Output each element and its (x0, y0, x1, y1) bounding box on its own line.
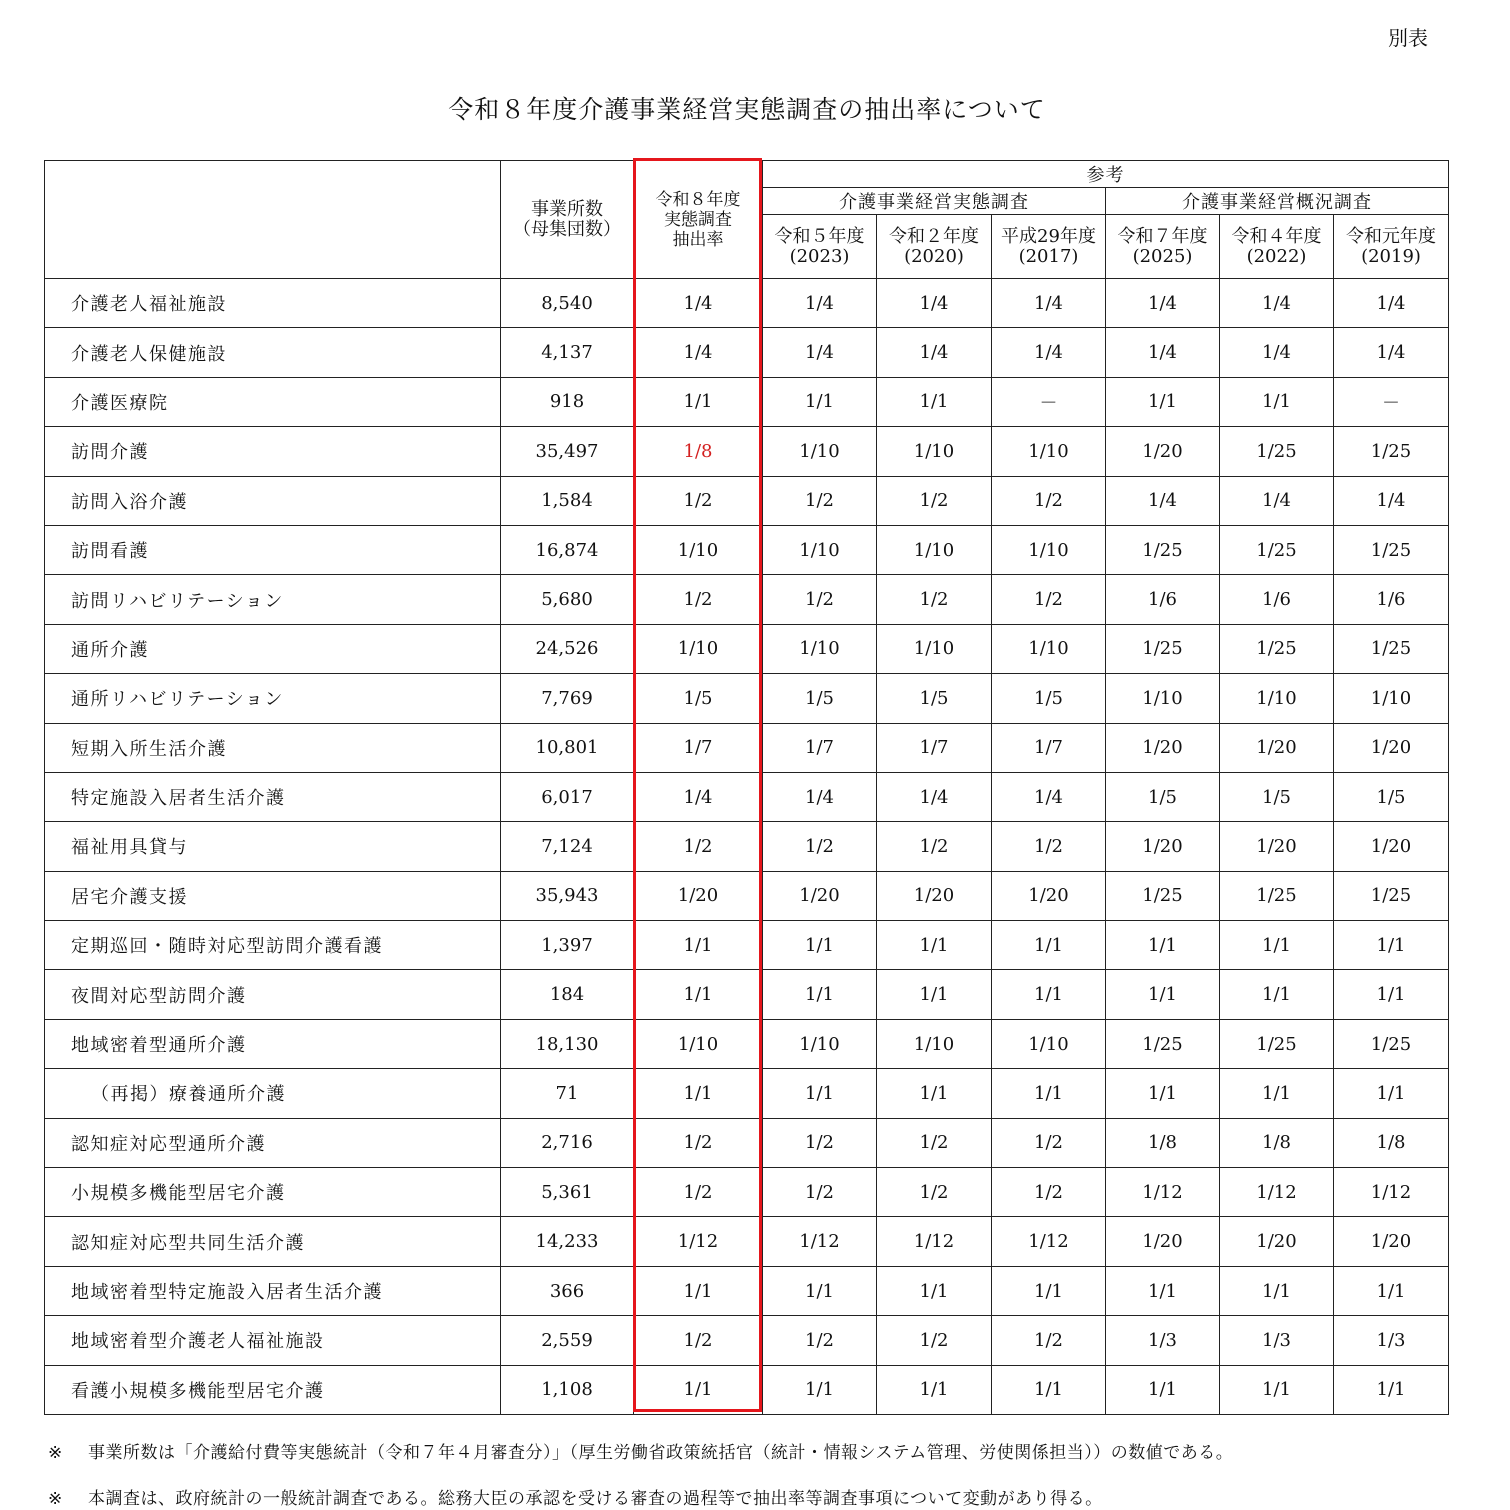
reference-rate: 1/1 (877, 1365, 992, 1414)
reference-rate: 1/1 (1220, 1069, 1334, 1118)
reference-rate: 1/1 (1220, 1266, 1334, 1315)
target-rate: 1/2 (634, 575, 763, 624)
reference-rate: 1/10 (992, 624, 1106, 673)
office-count: 16,874 (501, 525, 634, 574)
reference-rate: 1/25 (1220, 427, 1334, 476)
reference-rate: 1/2 (763, 575, 877, 624)
table-row (45, 1365, 1449, 1414)
reference-rate: 1/2 (992, 1316, 1106, 1365)
service-name: 短期入所生活介護 (45, 723, 501, 772)
reference-rate: 1/5 (1106, 772, 1220, 821)
table-row (45, 970, 1449, 1019)
target-rate: 1/1 (634, 1365, 763, 1414)
reference-rate: 1/4 (763, 328, 877, 377)
reference-rate: 1/25 (1334, 525, 1449, 574)
target-rate: 1/2 (634, 822, 763, 871)
service-name: 訪問介護 (45, 427, 501, 476)
reference-rate: 1/20 (1106, 427, 1220, 476)
table-row (45, 871, 1449, 920)
reference-rate: 1/1 (1334, 970, 1449, 1019)
reference-rate: 1/7 (992, 723, 1106, 772)
reference-rate: 1/1 (992, 1365, 1106, 1414)
reference-rate: 1/25 (1106, 624, 1220, 673)
header-target-rate (634, 161, 763, 279)
reference-rate: 1/25 (1220, 624, 1334, 673)
service-name: 福祉用具貸与 (45, 822, 501, 871)
header-year-label: 令和元年度 (1346, 225, 1436, 247)
reference-rate: 1/2 (877, 1316, 992, 1365)
reference-rate: 1/20 (1106, 1217, 1220, 1266)
table-row (45, 476, 1449, 525)
service-name: 訪問入浴介護 (45, 476, 501, 525)
header-target-line3: 抽出率 (672, 229, 724, 250)
reference-rate: 1/4 (1334, 328, 1449, 377)
header-target-line1: 令和８年度 (655, 189, 741, 210)
reference-rate: 1/1 (1106, 1069, 1220, 1118)
service-name: 地域密着型介護老人福祉施設 (45, 1316, 501, 1365)
reference-rate: 1/4 (1106, 279, 1220, 328)
reference-rate: 1/2 (763, 1168, 877, 1217)
reference-rate: 1/4 (763, 772, 877, 821)
service-name: 地域密着型通所介護 (45, 1019, 501, 1068)
reference-rate: 1/3 (1106, 1316, 1220, 1365)
annex-label: 別表 (1388, 26, 1428, 50)
service-name: 認知症対応型共同生活介護 (45, 1217, 501, 1266)
table-row (45, 427, 1449, 476)
reference-rate: 1/10 (763, 1019, 877, 1068)
table-row (45, 377, 1449, 426)
reference-rate: 1/10 (992, 1019, 1106, 1068)
reference-rate: 1/2 (992, 1118, 1106, 1167)
reference-rate: 1/6 (1220, 575, 1334, 624)
target-rate: 1/1 (634, 1266, 763, 1315)
reference-rate: 1/10 (1106, 674, 1220, 723)
reference-rate: 1/2 (877, 575, 992, 624)
reference-rate: 1/25 (1220, 1019, 1334, 1068)
reference-rate: 1/5 (877, 674, 992, 723)
reference-rate: 1/2 (992, 575, 1106, 624)
target-rate: 1/4 (634, 328, 763, 377)
reference-rate: 1/10 (1334, 674, 1449, 723)
table-row (45, 279, 1449, 328)
reference-rate: 1/4 (992, 279, 1106, 328)
reference-rate: 1/4 (992, 328, 1106, 377)
table-row (45, 822, 1449, 871)
reference-rate: 1/2 (763, 1316, 877, 1365)
reference-rate: 1/1 (1334, 1069, 1449, 1118)
reference-rate: 1/1 (877, 1266, 992, 1315)
target-rate: 1/10 (634, 1019, 763, 1068)
office-count: 35,943 (501, 871, 634, 920)
reference-rate: 1/7 (763, 723, 877, 772)
reference-rate: 1/12 (1220, 1168, 1334, 1217)
reference-rate: 1/10 (877, 1019, 992, 1068)
reference-rate: 1/1 (1106, 377, 1220, 426)
reference-rate: 1/1 (763, 1365, 877, 1414)
reference-rate: 1/4 (992, 772, 1106, 821)
target-rate: 1/7 (634, 723, 763, 772)
table-row (45, 1316, 1449, 1365)
reference-rate: 1/1 (1220, 377, 1334, 426)
office-count: 5,361 (501, 1168, 634, 1217)
header-year-4 (1220, 215, 1334, 279)
reference-rate: 1/1 (763, 377, 877, 426)
reference-rate: 1/20 (1106, 723, 1220, 772)
office-count: 10,801 (501, 723, 634, 772)
reference-rate: 1/1 (1334, 921, 1449, 970)
reference-rate: 1/8 (1106, 1118, 1220, 1167)
reference-rate: 1/1 (877, 377, 992, 426)
reference-rate: 1/4 (1220, 476, 1334, 525)
reference-rate: 1/10 (992, 427, 1106, 476)
reference-rate: 1/10 (763, 525, 877, 574)
reference-rate: 1/20 (1334, 822, 1449, 871)
table-row (45, 921, 1449, 970)
service-name: 特定施設入居者生活介護 (45, 772, 501, 821)
target-rate: 1/2 (634, 476, 763, 525)
reference-rate: 1/12 (763, 1217, 877, 1266)
reference-rate: 1/20 (1220, 822, 1334, 871)
service-name: 介護医療院 (45, 377, 501, 426)
reference-rate: 1/20 (992, 871, 1106, 920)
service-name: 看護小規模多機能型居宅介護 (45, 1365, 501, 1414)
header-count (501, 161, 634, 279)
reference-rate: － (992, 377, 1106, 426)
reference-rate: 1/2 (877, 822, 992, 871)
target-rate: 1/4 (634, 279, 763, 328)
reference-rate: 1/6 (1106, 575, 1220, 624)
office-count: 7,124 (501, 822, 634, 871)
reference-rate: 1/1 (992, 921, 1106, 970)
target-rate: 1/12 (634, 1217, 763, 1266)
header-count-line2: （母集団数） (513, 218, 621, 240)
table-row (45, 575, 1449, 624)
header-year-number: (2023) (789, 245, 850, 267)
table-row (45, 1019, 1449, 1068)
office-count: 8,540 (501, 279, 634, 328)
reference-rate: 1/1 (1220, 1365, 1334, 1414)
table-row (45, 1118, 1449, 1167)
table-row (45, 772, 1449, 821)
reference-rate: 1/4 (1220, 279, 1334, 328)
office-count: 1,584 (501, 476, 634, 525)
reference-rate: 1/2 (992, 476, 1106, 525)
reference-rate: 1/1 (877, 1069, 992, 1118)
note-2-text: 本調査は、政府統計の一般統計調査である。総務大臣の承認を受ける審査の過程等で抽出率等調査事項について変動があり得る。 (88, 1489, 1103, 1509)
note-1-mark: ※ (48, 1443, 63, 1463)
header-year-label: 令和７年度 (1117, 225, 1208, 247)
office-count: 184 (501, 970, 634, 1019)
reference-rate: 1/20 (877, 871, 992, 920)
target-rate: 1/10 (634, 624, 763, 673)
reference-rate: 1/20 (1334, 723, 1449, 772)
service-name: 地域密着型特定施設入居者生活介護 (45, 1266, 501, 1315)
office-count: 71 (501, 1069, 634, 1118)
table-row (45, 723, 1449, 772)
service-name: 居宅介護支援 (45, 871, 501, 920)
reference-rate: 1/8 (1220, 1118, 1334, 1167)
header-year-number: (2022) (1246, 245, 1307, 267)
reference-rate: 1/2 (763, 476, 877, 525)
service-name: 小規模多機能型居宅介護 (45, 1168, 501, 1217)
reference-rate: 1/1 (877, 921, 992, 970)
reference-rate: 1/5 (1220, 772, 1334, 821)
header-year-number: (2025) (1132, 245, 1193, 267)
header-year-1 (877, 215, 992, 279)
header-year-label: 令和５年度 (774, 225, 865, 247)
reference-rate: 1/2 (877, 1118, 992, 1167)
header-year-2 (992, 215, 1106, 279)
reference-rate: 1/25 (1106, 525, 1220, 574)
header-year-label: 平成29年度 (1001, 225, 1096, 247)
reference-rate: 1/25 (1334, 1019, 1449, 1068)
reference-rate: 1/1 (1220, 970, 1334, 1019)
header-target-line2: 実態調査 (664, 209, 732, 230)
office-count: 4,137 (501, 328, 634, 377)
reference-rate: 1/4 (877, 772, 992, 821)
reference-rate: 1/4 (763, 279, 877, 328)
reference-rate: 1/2 (877, 476, 992, 525)
header-year-5 (1334, 215, 1449, 279)
office-count: 6,017 (501, 772, 634, 821)
target-rate: 1/10 (634, 525, 763, 574)
table-row (45, 674, 1449, 723)
reference-rate: 1/10 (763, 624, 877, 673)
header-group-gaikyo: 介護事業経営概況調査 (1106, 188, 1449, 215)
target-rate: 1/20 (634, 871, 763, 920)
reference-rate: 1/25 (1334, 427, 1449, 476)
reference-rate: 1/4 (1334, 476, 1449, 525)
reference-rate: 1/1 (763, 1069, 877, 1118)
office-count: 1,108 (501, 1365, 634, 1414)
reference-rate: 1/4 (1334, 279, 1449, 328)
reference-rate: 1/1 (1106, 970, 1220, 1019)
target-rate: 1/2 (634, 1168, 763, 1217)
header-year-label: 令和４年度 (1231, 225, 1322, 247)
reference-rate: 1/12 (1106, 1168, 1220, 1217)
header-year-number: (2020) (904, 245, 964, 267)
target-rate: 1/2 (634, 1316, 763, 1365)
service-name: 介護老人保健施設 (45, 328, 501, 377)
page-title: 令和８年度介護事業経営実態調査の抽出率について (448, 95, 1046, 124)
reference-rate: 1/10 (763, 427, 877, 476)
reference-rate: 1/20 (1334, 1217, 1449, 1266)
office-count: 7,769 (501, 674, 634, 723)
service-name: 訪問看護 (45, 525, 501, 574)
reference-rate: 1/4 (1106, 328, 1220, 377)
header-reference: 参考 (763, 161, 1449, 188)
reference-rate: 1/8 (1334, 1118, 1449, 1167)
office-count: 5,680 (501, 575, 634, 624)
service-name: 通所介護 (45, 624, 501, 673)
reference-rate: 1/25 (1106, 1019, 1220, 1068)
reference-rate: 1/12 (877, 1217, 992, 1266)
reference-rate: 1/10 (877, 525, 992, 574)
reference-rate: 1/20 (1220, 1217, 1334, 1266)
service-name: 介護老人福祉施設 (45, 279, 501, 328)
header-year-label: 令和２年度 (889, 225, 979, 247)
reference-rate: 1/5 (992, 674, 1106, 723)
reference-rate: 1/25 (1106, 871, 1220, 920)
reference-rate: 1/1 (763, 1266, 877, 1315)
target-rate: 1/2 (634, 1118, 763, 1167)
office-count: 2,716 (501, 1118, 634, 1167)
reference-rate: 1/2 (763, 822, 877, 871)
reference-rate: 1/10 (877, 624, 992, 673)
reference-rate: 1/20 (1106, 822, 1220, 871)
reference-rate: 1/4 (877, 328, 992, 377)
reference-rate: 1/2 (763, 1118, 877, 1167)
reference-rate: 1/1 (992, 1266, 1106, 1315)
reference-rate: 1/3 (1334, 1316, 1449, 1365)
header-year-0 (763, 215, 877, 279)
service-name: 夜間対応型訪問介護 (45, 970, 501, 1019)
reference-rate: 1/12 (992, 1217, 1106, 1266)
reference-rate: 1/20 (1220, 723, 1334, 772)
reference-rate: 1/10 (992, 525, 1106, 574)
table-row (45, 525, 1449, 574)
note-1-text: 事業所数は「介護給付費等実態統計（令和７年４月審査分）」（厚生労働省政策統括官（統計・情報システム管理、労使関係担当））の数値である。 (88, 1443, 1234, 1463)
service-name: 認知症対応型通所介護 (45, 1118, 501, 1167)
reference-rate: 1/1 (1334, 1266, 1449, 1315)
header-year-3 (1106, 215, 1220, 279)
reference-rate: 1/25 (1220, 871, 1334, 920)
reference-rate: 1/2 (877, 1168, 992, 1217)
office-count: 35,497 (501, 427, 634, 476)
table-row (45, 328, 1449, 377)
reference-rate: 1/1 (763, 970, 877, 1019)
reference-rate: 1/5 (1334, 772, 1449, 821)
reference-rate: 1/1 (1106, 1266, 1220, 1315)
reference-rate: 1/1 (1220, 921, 1334, 970)
office-count: 1,397 (501, 921, 634, 970)
reference-rate: 1/20 (763, 871, 877, 920)
table-row (45, 1069, 1449, 1118)
reference-rate: 1/5 (763, 674, 877, 723)
target-rate: 1/1 (634, 970, 763, 1019)
target-rate: 1/1 (634, 377, 763, 426)
office-count: 18,130 (501, 1019, 634, 1068)
header-group-jittai: 介護事業経営実態調査 (763, 188, 1106, 215)
reference-rate: 1/4 (1220, 328, 1334, 377)
reference-rate: 1/25 (1334, 624, 1449, 673)
sampling-rate-table (44, 160, 1449, 1415)
service-name: 定期巡回・随時対応型訪問介護看護 (45, 921, 501, 970)
reference-rate: － (1334, 377, 1449, 426)
header-count-line1: 事業所数 (531, 198, 603, 220)
header-year-number: (2019) (1361, 245, 1421, 267)
reference-rate: 1/1 (992, 1069, 1106, 1118)
office-count: 24,526 (501, 624, 634, 673)
office-count: 14,233 (501, 1217, 634, 1266)
reference-rate: 1/1 (1106, 1365, 1220, 1414)
office-count: 366 (501, 1266, 634, 1315)
target-rate: 1/4 (634, 772, 763, 821)
note-1 (48, 1438, 1233, 1463)
reference-rate: 1/4 (877, 279, 992, 328)
reference-rate: 1/2 (992, 1168, 1106, 1217)
header-blank (45, 161, 501, 279)
office-count: 918 (501, 377, 634, 426)
service-name: 通所リハビリテーション (45, 674, 501, 723)
table-row (45, 1217, 1449, 1266)
note-2 (48, 1484, 1103, 1509)
reference-rate: 1/25 (1220, 525, 1334, 574)
reference-rate: 1/1 (877, 970, 992, 1019)
reference-rate: 1/4 (1106, 476, 1220, 525)
reference-rate: 1/2 (992, 822, 1106, 871)
reference-rate: 1/10 (877, 427, 992, 476)
reference-rate: 1/1 (1334, 1365, 1449, 1414)
office-count: 2,559 (501, 1316, 634, 1365)
header-year-number: (2017) (1018, 245, 1079, 267)
reference-rate: 1/25 (1334, 871, 1449, 920)
target-rate: 1/8 (634, 427, 763, 476)
reference-rate: 1/3 (1220, 1316, 1334, 1365)
target-rate: 1/1 (634, 1069, 763, 1118)
target-rate: 1/5 (634, 674, 763, 723)
service-name: 訪問リハビリテーション (45, 575, 501, 624)
reference-rate: 1/10 (1220, 674, 1334, 723)
reference-rate: 1/12 (1334, 1168, 1449, 1217)
reference-rate: 1/1 (1106, 921, 1220, 970)
target-rate: 1/1 (634, 921, 763, 970)
reference-rate: 1/1 (992, 970, 1106, 1019)
reference-rate: 1/7 (877, 723, 992, 772)
reference-rate: 1/1 (763, 921, 877, 970)
service-name: （再掲）療養通所介護 (45, 1069, 501, 1118)
reference-rate: 1/6 (1334, 575, 1449, 624)
table-row (45, 1168, 1449, 1217)
table-row (45, 624, 1449, 673)
table-row (45, 1266, 1449, 1315)
note-2-mark: ※ (48, 1489, 63, 1509)
